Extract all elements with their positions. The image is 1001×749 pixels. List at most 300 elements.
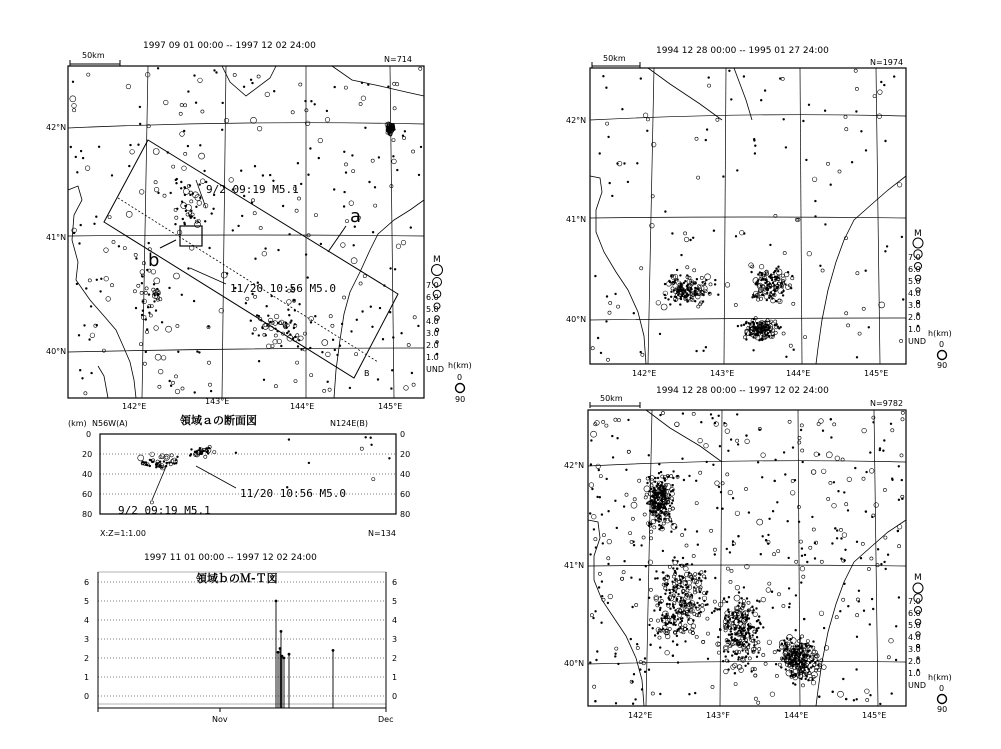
- hypocenter-marker: [128, 165, 130, 167]
- hypocenter-marker: [807, 251, 812, 256]
- hypocenter-marker: [862, 477, 865, 480]
- hypocenter-marker: [729, 552, 731, 554]
- hypocenter-marker: [606, 296, 608, 298]
- hypocenter-marker: [138, 144, 140, 146]
- hypocenter-marker: [606, 478, 608, 480]
- hypocenter-marker: [287, 300, 292, 305]
- hypocenter-marker: [372, 478, 375, 481]
- hypocenter-marker: [674, 300, 676, 302]
- hypocenter-marker: [790, 287, 792, 289]
- hypocenter-marker: [664, 478, 666, 480]
- hypocenter-marker: [872, 608, 874, 610]
- hypocenter-marker: [161, 321, 163, 323]
- hypocenter-marker: [694, 573, 697, 576]
- hypocenter-marker: [735, 585, 740, 590]
- hypocenter-marker: [297, 346, 299, 348]
- hypocenter-marker: [253, 328, 256, 331]
- hypocenter-marker: [845, 549, 847, 551]
- hypocenter-marker: [389, 311, 391, 313]
- legend-1-m-50: 5.0: [426, 305, 439, 314]
- hypocenter-marker: [331, 324, 334, 327]
- hypocenter-marker: [757, 519, 763, 525]
- hypocenter-marker: [669, 280, 671, 282]
- hypocenter-marker: [184, 104, 187, 107]
- map-2-lat-40: 40°N: [566, 315, 587, 324]
- legend-3-m-title: M: [914, 573, 922, 583]
- hypocenter-marker: [170, 192, 172, 194]
- hypocenter-marker: [745, 650, 748, 653]
- hypocenter-marker: [759, 339, 761, 341]
- hypocenter-marker: [299, 303, 301, 305]
- hypocenter-marker: [805, 678, 807, 680]
- hypocenter-marker: [289, 233, 291, 235]
- hypocenter-marker: [372, 326, 374, 328]
- hypocenter-marker: [713, 230, 715, 232]
- hypocenter-marker: [190, 200, 193, 203]
- hypocenter-marker: [772, 510, 774, 512]
- legend-3-m-20: 2.0: [908, 657, 921, 666]
- legend-2-m-70: 7.0: [908, 253, 921, 262]
- hypocenter-marker: [654, 635, 656, 637]
- hypocenter-marker: [778, 328, 780, 330]
- hypocenter-marker: [638, 479, 641, 482]
- hypocenter-marker: [630, 638, 632, 640]
- hypocenter-marker: [800, 566, 805, 571]
- hypocenter-marker: [804, 669, 806, 671]
- hypocenter-marker: [687, 289, 689, 291]
- hypocenter-marker: [670, 497, 673, 500]
- hypocenter-marker: [733, 651, 735, 653]
- hypocenter-marker: [702, 640, 705, 643]
- hypocenter-marker: [418, 174, 420, 176]
- hypocenter-marker: [758, 616, 760, 618]
- hypocenter-marker: [602, 543, 604, 545]
- hypocenter-marker: [730, 569, 733, 572]
- hypocenter-marker: [815, 669, 818, 672]
- hypocenter-marker: [271, 345, 274, 348]
- hypocenter-marker: [370, 306, 372, 308]
- hypocenter-marker: [665, 211, 667, 213]
- hypocenter-marker: [728, 490, 733, 495]
- hypocenter-marker: [845, 503, 848, 506]
- hypocenter-marker: [694, 692, 696, 694]
- hypocenter-marker: [839, 610, 841, 612]
- hypocenter-marker: [659, 647, 661, 649]
- hypocenter-marker: [802, 461, 804, 463]
- hypocenter-marker: [761, 453, 766, 458]
- hypocenter-marker: [79, 369, 81, 371]
- hypocenter-marker: [690, 291, 692, 293]
- hypocenter-marker: [294, 310, 296, 312]
- hypocenter-marker: [664, 513, 666, 515]
- hypocenter-marker: [294, 380, 297, 383]
- hypocenter-marker: [334, 86, 336, 88]
- hypocenter-marker: [194, 217, 196, 219]
- hypocenter-marker: [691, 564, 693, 566]
- hypocenter-marker: [705, 279, 707, 281]
- hypocenter-marker: [695, 607, 697, 609]
- hypocenter-marker: [768, 534, 770, 536]
- hypocenter-marker: [158, 192, 160, 194]
- hypocenter-marker: [785, 669, 787, 671]
- hypocenter-marker: [149, 312, 151, 314]
- hypocenter-marker: [660, 414, 662, 416]
- hypocenter-marker: [595, 610, 597, 612]
- legend-1-m-70: 7.0: [426, 281, 439, 290]
- hypocenter-marker: [670, 296, 672, 298]
- hypocenter-marker: [753, 138, 755, 140]
- hypocenter-marker: [635, 603, 638, 606]
- hypocenter-marker: [211, 213, 213, 215]
- hypocenter-marker: [85, 288, 87, 290]
- hypocenter-marker: [250, 79, 252, 81]
- hypocenter-marker: [98, 146, 100, 148]
- hypocenter-marker: [706, 461, 708, 463]
- hypocenter-marker: [235, 452, 237, 454]
- hypocenter-marker: [737, 615, 739, 617]
- hypocenter-marker: [420, 146, 422, 148]
- hypocenter-marker: [257, 126, 262, 131]
- hypocenter-marker: [662, 522, 665, 525]
- hypocenter-marker: [159, 461, 161, 463]
- map-3-lat-41: 41°N: [564, 561, 585, 570]
- hypocenter-marker: [153, 283, 155, 285]
- hypocenter-marker: [195, 102, 197, 104]
- hypocenter-marker: [826, 162, 829, 165]
- hypocenter-marker: [89, 339, 91, 341]
- mt-event-marker: [332, 649, 335, 652]
- hypocenter-marker: [678, 593, 680, 595]
- map-3-scale-label: 50km: [600, 394, 623, 403]
- hypocenter-marker: [832, 503, 837, 508]
- hypocenter-marker: [745, 665, 747, 667]
- mt-y-ticks-right: [392, 578, 397, 701]
- hypocenter-marker: [754, 153, 756, 155]
- hypocenter-marker: [713, 464, 715, 466]
- hypocenter-marker: [754, 697, 757, 700]
- map-2-lon-142: 142°E: [632, 369, 657, 378]
- hypocenter-marker: [254, 165, 256, 167]
- cross-title: 領域ａの断面図: [180, 414, 257, 427]
- hypocenter-marker: [328, 388, 331, 391]
- hypocenter-marker: [725, 617, 727, 619]
- hypocenter-marker: [760, 553, 762, 555]
- map-1-lat-40: 40°N: [46, 347, 67, 356]
- hypocenter-marker: [123, 247, 126, 250]
- hypocenter-marker: [418, 325, 420, 327]
- hypocenter-marker: [748, 657, 751, 660]
- hypocenter-marker: [666, 498, 668, 500]
- map-2-lat-42: 42°N: [566, 116, 587, 125]
- hypocenter-marker: [887, 554, 889, 556]
- hypocenter-marker: [692, 554, 695, 557]
- hypocenter-marker: [847, 324, 850, 327]
- hypocenter-marker: [164, 100, 169, 105]
- hypocenter-marker: [877, 548, 879, 550]
- hypocenter-marker: [752, 321, 754, 323]
- hypocenter-marker: [738, 592, 740, 594]
- hypocenter-marker: [650, 644, 652, 646]
- hypocenter-marker: [755, 283, 757, 285]
- cross-depth-80-right: 80: [400, 510, 411, 519]
- hypocenter-marker: [632, 681, 634, 683]
- hypocenter-marker: [379, 307, 381, 309]
- hypocenter-marker: [833, 423, 836, 426]
- hypocenter-marker: [665, 622, 667, 624]
- hypocenter-marker: [744, 638, 746, 640]
- hypocenter-marker: [667, 575, 669, 577]
- map-1-section-line: [118, 198, 378, 362]
- hypocenter-marker: [263, 379, 265, 381]
- hypocenter-marker: [170, 454, 173, 457]
- hypocenter-marker: [717, 636, 719, 638]
- hypocenter-marker: [169, 287, 171, 289]
- hypocenter-marker: [169, 380, 171, 382]
- hypocenter-marker: [804, 659, 806, 661]
- hypocenter-marker: [658, 524, 660, 526]
- hypocenter-marker: [759, 601, 761, 603]
- hypocenter-marker: [674, 280, 676, 282]
- mt-y-tick-left: 6: [84, 578, 90, 587]
- hypocenter-marker: [856, 698, 858, 700]
- hypocenter-marker: [189, 215, 191, 217]
- hypocenter-marker: [734, 595, 740, 601]
- hypocenter-marker: [297, 197, 300, 200]
- hypocenter-marker: [184, 222, 186, 224]
- hypocenter-marker: [809, 662, 811, 664]
- hypocenter-marker: [108, 216, 111, 219]
- hypocenter-marker: [821, 269, 824, 272]
- hypocenter-marker: [157, 67, 159, 69]
- hypocenter-marker: [870, 557, 873, 560]
- hypocenter-marker: [687, 300, 689, 302]
- hypocenter-marker: [819, 611, 824, 616]
- hypocenter-marker: [627, 450, 630, 453]
- hypocenter-marker: [661, 512, 663, 514]
- hypocenter-marker: [820, 265, 822, 267]
- hypocenter-marker: [748, 610, 750, 612]
- hypocenter-marker: [352, 155, 354, 157]
- hypocenter-marker: [412, 383, 415, 386]
- hypocenter-marker: [769, 331, 771, 333]
- hypocenter-marker: [259, 226, 262, 229]
- hypocenter-marker: [814, 558, 816, 560]
- hypocenter-marker: [601, 581, 603, 583]
- hypocenter-marker: [672, 641, 674, 643]
- hypocenter-marker: [847, 510, 849, 512]
- hypocenter-marker: [700, 607, 705, 612]
- hypocenter-marker: [768, 582, 771, 585]
- map-1-graticule: [68, 66, 424, 398]
- hypocenter-marker: [609, 182, 611, 184]
- hypocenter-marker: [662, 550, 664, 552]
- hypocenter-marker: [623, 506, 625, 508]
- hypocenter-marker: [367, 84, 369, 86]
- hypocenter-marker: [788, 420, 791, 423]
- hypocenter-marker: [322, 340, 328, 346]
- hypocenter-marker: [168, 462, 170, 464]
- hypocenter-marker: [728, 616, 730, 618]
- hypocenter-marker: [795, 595, 797, 597]
- hypocenter-marker: [797, 640, 800, 643]
- hypocenter-marker: [743, 76, 745, 78]
- hypocenter-marker: [883, 488, 886, 491]
- hypocenter-marker: [654, 610, 656, 612]
- hypocenter-marker: [154, 326, 159, 331]
- hypocenter-marker: [861, 130, 863, 132]
- hypocenter-marker: [344, 86, 347, 89]
- hypocenter-marker: [810, 667, 812, 669]
- hypocenter-marker: [175, 216, 178, 219]
- hypocenter-marker: [751, 265, 754, 268]
- hypocenter-marker: [198, 78, 203, 83]
- hypocenter-marker: [751, 271, 753, 273]
- hypocenter-marker: [199, 153, 205, 159]
- hypocenter-marker: [739, 626, 741, 628]
- hypocenter-marker: [265, 248, 267, 250]
- hypocenter-marker: [773, 553, 776, 556]
- hypocenter-marker: [658, 463, 660, 465]
- hypocenter-marker: [869, 452, 871, 454]
- hypocenter-marker: [722, 508, 724, 510]
- hypocenter-marker: [661, 411, 664, 414]
- hypocenter-marker: [337, 354, 339, 356]
- hypocenter-marker: [243, 86, 245, 88]
- hypocenter-marker: [592, 514, 597, 519]
- hypocenter-marker: [188, 91, 190, 93]
- map-1-leader-2: [190, 268, 226, 284]
- hypocenter-marker: [832, 543, 834, 545]
- hypocenter-marker: [657, 632, 659, 634]
- hypocenter-marker: [687, 618, 693, 624]
- map-2: [566, 46, 906, 378]
- mt-y-tick-right: 6: [392, 578, 398, 587]
- hypocenter-marker: [766, 588, 771, 593]
- hypocenter-marker: [608, 594, 613, 599]
- hypocenter-marker: [760, 285, 762, 287]
- map-2-period: 1994 12 28 00:00 -- 1995 01 27 24:00: [656, 46, 829, 56]
- hypocenter-marker: [761, 339, 763, 341]
- hypocenter-marker: [752, 635, 754, 637]
- hypocenter-marker: [112, 240, 115, 243]
- hypocenter-marker: [782, 295, 784, 297]
- hypocenter-marker: [833, 481, 835, 483]
- hypocenter-marker: [266, 344, 271, 349]
- hypocenter-marker: [656, 485, 658, 487]
- hypocenter-marker: [872, 416, 875, 419]
- hypocenter-marker: [378, 157, 380, 159]
- hypocenter-marker: [769, 283, 771, 285]
- mt-y-tick-left: 2: [84, 654, 90, 663]
- hypocenter-marker: [636, 646, 639, 649]
- hypocenter-marker: [821, 469, 826, 474]
- hypocenter-marker: [865, 270, 867, 272]
- legend-3: [908, 573, 952, 714]
- hypocenter-marker: [410, 227, 412, 229]
- mt-gridlines: [98, 582, 386, 696]
- hypocenter-marker: [170, 385, 172, 387]
- hypocenter-marker: [175, 459, 177, 461]
- hypocenter-marker: [140, 270, 145, 275]
- hypocenter-marker: [845, 312, 848, 315]
- hypocenter-marker: [823, 627, 825, 629]
- mt-title: 領域ｂのＭ-Ｔ図: [196, 572, 278, 585]
- hypocenter-marker: [759, 622, 761, 624]
- map-2-hypocenters: [591, 69, 904, 361]
- hypocenter-marker: [667, 604, 670, 607]
- legend-2: [908, 229, 952, 370]
- legend-3-h-90: 90: [937, 705, 948, 714]
- cross-right-end: N124E(B): [330, 419, 369, 428]
- hypocenter-marker: [735, 650, 738, 653]
- hypocenter-marker: [617, 163, 619, 165]
- hypocenter-marker: [686, 563, 688, 565]
- hypocenter-marker: [774, 331, 777, 334]
- hypocenter-marker: [768, 286, 770, 288]
- hypocenter-marker: [764, 662, 767, 665]
- hypocenter-marker: [643, 513, 646, 516]
- hypocenter-marker: [780, 667, 782, 669]
- hypocenter-marker: [639, 661, 642, 664]
- hypocenter-marker: [757, 298, 760, 301]
- hypocenter-marker: [359, 102, 362, 105]
- hypocenter-marker: [633, 498, 636, 501]
- hypocenter-marker: [297, 162, 299, 164]
- hypocenter-marker: [686, 275, 688, 277]
- hypocenter-marker: [141, 314, 143, 316]
- hypocenter-marker: [842, 598, 845, 601]
- hypocenter-marker: [759, 429, 761, 431]
- hypocenter-marker: [776, 276, 778, 278]
- hypocenter-marker: [783, 452, 785, 454]
- hypocenter-marker: [804, 643, 806, 645]
- hypocenter-marker: [661, 304, 667, 310]
- hypocenter-marker: [870, 694, 872, 696]
- hypocenter-marker: [710, 529, 713, 532]
- map-3-lon-143: 143°F: [706, 711, 730, 720]
- hypocenter-marker: [741, 628, 743, 630]
- hypocenter-marker: [136, 258, 138, 260]
- hypocenter-marker: [702, 301, 704, 303]
- hypocenter-marker: [804, 554, 806, 556]
- hypocenter-marker: [290, 322, 292, 324]
- hypocenter-marker: [657, 497, 659, 499]
- hypocenter-marker: [175, 223, 177, 225]
- hypocenter-marker: [705, 274, 711, 280]
- hypocenter-marker: [676, 598, 678, 600]
- hypocenter-marker: [748, 322, 750, 324]
- hypocenter-marker: [891, 693, 893, 695]
- hypocenter-marker: [797, 649, 799, 651]
- legend-2-h-title: h(km): [928, 329, 952, 338]
- hypocenter-marker: [788, 588, 790, 590]
- hypocenter-marker: [842, 678, 844, 680]
- hypocenter-marker: [104, 248, 109, 253]
- map-1-annotation-1: 9/2 09:19 M5.1: [206, 183, 299, 196]
- hypocenter-marker: [599, 496, 601, 498]
- hypocenter-marker: [775, 674, 778, 677]
- hypocenter-marker: [251, 199, 254, 202]
- hypocenter-marker: [750, 607, 753, 610]
- hypocenter-marker: [767, 288, 769, 290]
- hypocenter-marker: [726, 473, 729, 476]
- hypocenter-marker: [775, 290, 777, 292]
- hypocenter-marker: [402, 135, 404, 137]
- cross-ratio: X:Z=1:1.00: [100, 529, 146, 538]
- hypocenter-marker: [684, 566, 689, 571]
- hypocenter-marker: [658, 604, 660, 606]
- hypocenter-marker: [360, 447, 363, 450]
